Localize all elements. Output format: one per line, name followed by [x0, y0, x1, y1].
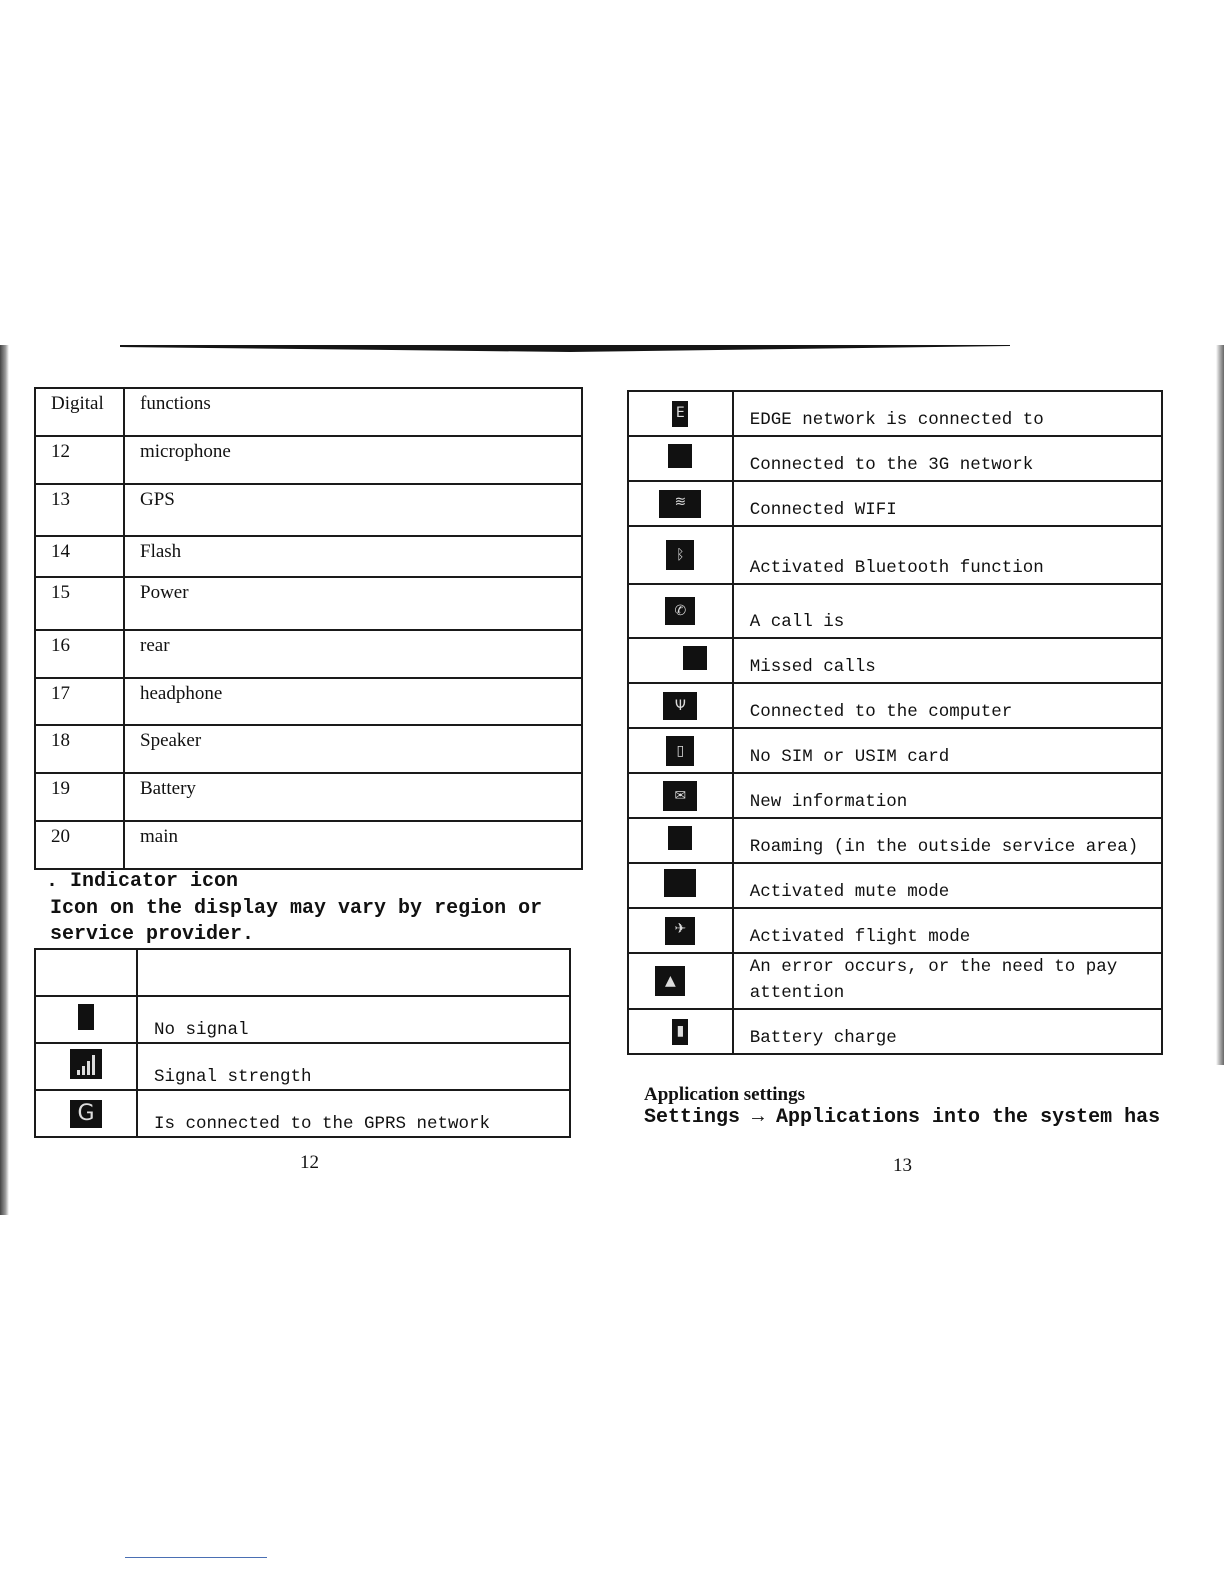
table-row — [628, 584, 1162, 638]
scan-edge-right — [1216, 345, 1224, 1065]
top-rule — [120, 345, 1010, 353]
table-row — [35, 536, 582, 577]
table-row — [35, 949, 570, 996]
table-row — [35, 1043, 570, 1090]
page-number-left: 12 — [300, 1152, 319, 1173]
row-number: 16 — [35, 630, 124, 678]
page-number-right: 13 — [893, 1155, 912, 1176]
row-function: Speaker — [124, 725, 582, 773]
row-number: 17 — [35, 678, 124, 725]
call-icon: ✆ — [665, 597, 695, 625]
table-row — [628, 526, 1162, 584]
row-function: rear — [124, 630, 582, 678]
gprs-icon: G — [70, 1100, 102, 1128]
icon-description: Activated mute mode — [733, 863, 1162, 908]
battery-charge-icon: ▮ — [672, 1019, 688, 1045]
indicator-heading: . Indicator icon — [46, 870, 239, 893]
table-row — [35, 484, 582, 536]
icon-description: No signal — [137, 996, 570, 1043]
warning-icon: ▲ — [655, 966, 685, 996]
table-row — [628, 953, 1162, 1009]
row-number: 13 — [35, 484, 124, 536]
app-settings-text: Settings → Applications into the system has — [644, 1106, 1161, 1129]
icon-description: Connected to the 3G network — [733, 436, 1162, 481]
table-row — [35, 630, 582, 678]
table-row — [35, 773, 582, 821]
icon-description: An error occurs, or the need to pay attention — [733, 953, 1162, 1009]
row-function: main — [124, 821, 582, 869]
table-row — [35, 577, 582, 630]
table-row — [35, 725, 582, 773]
new-message-icon: ✉ — [663, 781, 697, 811]
table-header-row — [35, 388, 582, 436]
table-row — [35, 436, 582, 484]
table-row — [628, 728, 1162, 773]
row-number: 12 — [35, 436, 124, 484]
icon-description: Activated Bluetooth function — [733, 526, 1162, 584]
3g-icon — [668, 444, 692, 468]
table-row — [628, 1009, 1162, 1054]
table-row — [35, 1090, 570, 1137]
table-row — [35, 678, 582, 725]
row-function: GPS — [124, 484, 582, 536]
table-row — [628, 638, 1162, 683]
icon-description: Missed calls — [733, 638, 1162, 683]
empty-cell — [137, 949, 570, 996]
wifi-icon: ≋ — [659, 490, 701, 518]
indicator-table-right — [627, 390, 1163, 1055]
table-row — [628, 391, 1162, 436]
icon-description: Activated flight mode — [733, 908, 1162, 953]
table-row — [628, 436, 1162, 481]
row-number: 15 — [35, 577, 124, 630]
flight-mode-icon: ✈ — [665, 917, 695, 945]
table-row — [628, 818, 1162, 863]
header-digital: Digital — [35, 388, 124, 436]
table-row — [35, 996, 570, 1043]
signal-strength-icon — [70, 1049, 102, 1079]
usb-icon: Ψ — [663, 692, 697, 720]
row-number: 18 — [35, 725, 124, 773]
icon-description: Roaming (in the outside service area) — [733, 818, 1162, 863]
indicator-notice: Icon on the display may vary by region or service provider. — [50, 897, 543, 946]
row-function: Battery — [124, 773, 582, 821]
icon-description: Connected to the computer — [733, 683, 1162, 728]
empty-cell — [35, 949, 137, 996]
scan-edge-left — [0, 345, 9, 1215]
roaming-icon — [668, 826, 692, 850]
icon-description: A call is — [733, 584, 1162, 638]
row-function: headphone — [124, 678, 582, 725]
icon-description: Connected WIFI — [733, 481, 1162, 526]
indicator-table-left — [34, 948, 571, 1138]
table-row — [628, 481, 1162, 526]
header-functions: functions — [124, 388, 582, 436]
row-function: Flash — [124, 536, 582, 577]
icon-description: Signal strength — [137, 1043, 570, 1090]
table-row — [628, 863, 1162, 908]
row-number: 19 — [35, 773, 124, 821]
no-signal-icon — [78, 1004, 94, 1030]
table-row — [35, 821, 582, 869]
icon-description: EDGE network is connected to — [733, 391, 1162, 436]
icon-description: Battery charge — [733, 1009, 1162, 1054]
row-number: 20 — [35, 821, 124, 869]
icon-description: No SIM or USIM card — [733, 728, 1162, 773]
mute-icon — [664, 869, 696, 897]
icon-description: Is connected to the GPRS network — [137, 1090, 570, 1137]
icon-description: New information — [733, 773, 1162, 818]
row-number: 14 — [35, 536, 124, 577]
bluetooth-icon: ᛒ — [666, 540, 694, 570]
app-settings-title: Application settings — [644, 1084, 805, 1105]
row-function: Power — [124, 577, 582, 630]
row-function: microphone — [124, 436, 582, 484]
bottom-rule — [125, 1557, 267, 1558]
function-table — [34, 387, 583, 870]
table-row — [628, 908, 1162, 953]
table-row — [628, 773, 1162, 818]
table-row — [628, 683, 1162, 728]
edge-icon: E — [672, 401, 688, 427]
no-sim-icon: ▯ — [666, 736, 694, 766]
missed-call-icon — [683, 646, 707, 670]
